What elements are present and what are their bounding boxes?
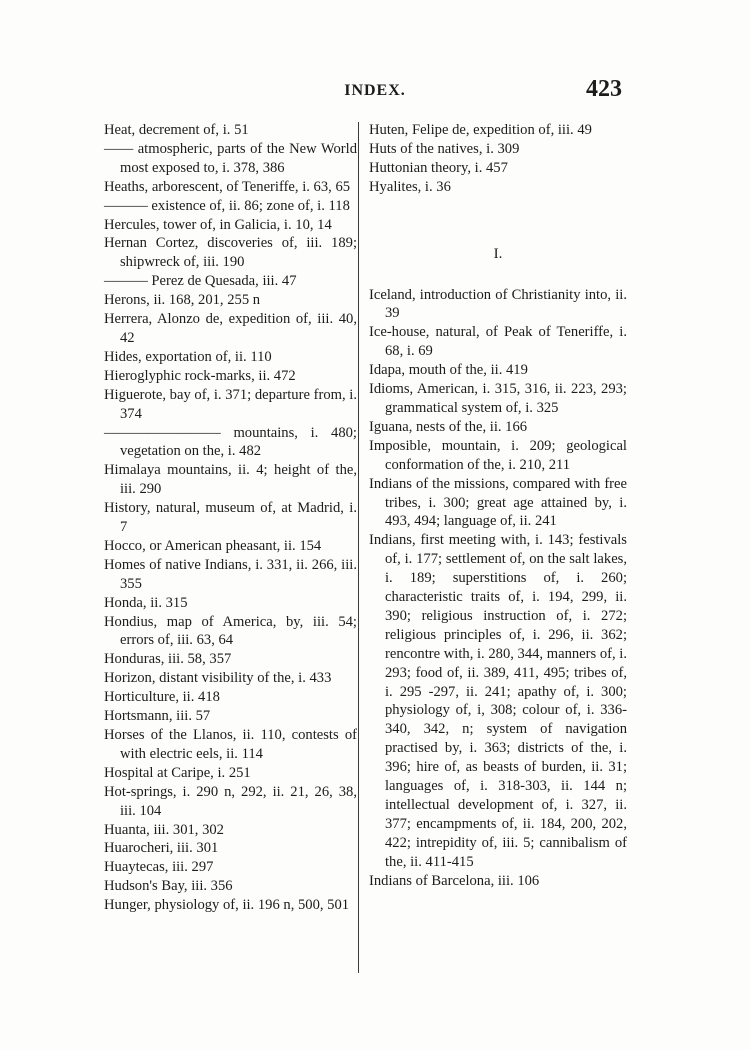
index-entry: Horses of the Llanos, ii. 110, contests of with electric eels, ii. 114 [104, 727, 357, 762]
index-entry: Himalaya mountains, ii. 4; height of the, iii. 290 [104, 462, 357, 498]
section-heading-letter: I. [493, 245, 503, 262]
index-entry: Ice-house, natural, of Peak of Teneriffe, i. 68, i. 69 [369, 324, 627, 360]
index-entry: Idapa, mouth of the, ii. 419 [369, 362, 528, 379]
index-entry: ——— Perez de Quesada, iii. 47 [104, 273, 297, 290]
index-entry: Hieroglyphic rock-marks, ii. 472 [104, 367, 296, 384]
index-entry: ——— existence of, ii. 86; zone of, i. 118 [104, 197, 350, 214]
index-entry: Idioms, American, i. 315, 316, ii. 223, 293; grammatical system of, i. 325 [369, 381, 627, 416]
index-entry: Horticulture, ii. 418 [104, 689, 220, 706]
index-entry: Hudson's Bay, iii. 356 [104, 878, 233, 895]
index-entry: Hospital at Caripe, i. 251 [104, 764, 251, 781]
index-entry: Huten, Felipe de, expedition of, iii. 49 [369, 122, 592, 138]
index-entry: ———————— mountains, i. 480; vegetation on the, i. 482 [104, 424, 357, 460]
index-entry: Heaths, arborescent, of Teneriffe, i. 63, 65 [104, 178, 351, 195]
index-entry: Iceland, introduction of Christianity into, ii. 39 [369, 286, 627, 322]
index-entry: —— atmospheric, parts of the New World most exposed to, i. 378, 386 [104, 140, 357, 176]
left-column [104, 121, 357, 915]
right-column [369, 121, 627, 891]
index-entry: Hondius, map of America, by, iii. 54; errors of, iii. 63, 64 [104, 613, 357, 649]
index-entry: Indians of Barcelona, iii. 106 [369, 872, 540, 889]
index-entry: Indians of the missions, compared with free tribes, i. 300; great age attained by, i. 493, 494; language of, ii. 241 [369, 475, 627, 530]
index-entry: Horizon, distant visibility of the, i. 433 [104, 670, 332, 687]
index-entry: Hortsmann, iii. 57 [104, 708, 211, 725]
index-entry: Homes of native Indians, i. 331, ii. 266, iii. 355 [104, 556, 357, 592]
index-entry: Honda, ii. 315 [104, 594, 188, 611]
index-entry: Huaytecas, iii. 297 [104, 859, 214, 876]
index-entry: Hocco, or American pheasant, ii. 154 [104, 537, 322, 554]
index-entry: Huarocheri, iii. 301 [104, 840, 219, 857]
index-entry: Hernan Cortez, discoveries of, iii. 189; shipwreck of, iii. 190 [104, 235, 357, 271]
index-entry: Higuerote, bay of, i. 371; departure from, i. 374 [104, 386, 357, 422]
running-head: INDEX. [344, 82, 406, 99]
page-header [0, 76, 750, 110]
index-entry: Huanta, iii. 301, 302 [104, 821, 224, 838]
index-entry: Iguana, nests of the, ii. 166 [369, 418, 528, 435]
page-number: 423 [586, 76, 622, 102]
index-entry: Hides, exportation of, ii. 110 [104, 348, 272, 365]
index-entry: Herons, ii. 168, 201, 255 n [104, 292, 261, 309]
index-entry: Herrera, Alonzo de, expedition of, iii. 40, 42 [104, 311, 357, 346]
index-entry: Indians, first meeting with, i. 143; festivals of, i. 177; settlement of, on the salt lakes, i. 189; superstitions of, i. 260; characteristic traits of, i. 194, 299, ii. 390; religious instruction of, i. 272; religious principles of, i. 296, ii. 362; rencontre with, i. 280, 344, manners of, i. 293; food of, ii. 389, 411, 495; tribes of, i. 295 -297, ii. 241; apathy of, i. 300; physiology of, i, 308; colour of, i. 336-340, 342, n; system of navigation practised by, i. 363; districts of the, i. 396; hire of, as beasts of burden, ii. 31; languages of, i. 318-303, ii. 144 n; intellectual development of, i. 327, ii. 377; encampments of, ii. 184, 200, 202, 422; intrepidity of, iii. 5; cannibalism of the, ii. 411-415 [369, 532, 627, 870]
index-entry: Hot-springs, i. 290 n, 292, ii. 21, 26, 38, iii. 104 [104, 783, 357, 819]
index-entry: Imposible, mountain, i. 209; geological conformation of the, i. 210, 211 [369, 437, 627, 473]
column-divider [358, 122, 359, 973]
index-entry: Heat, decrement of, i. 51 [104, 122, 249, 138]
index-entry: Hercules, tower of, in Galicia, i. 10, 14 [104, 216, 332, 233]
index-entry: Hyalites, i. 36 [369, 178, 451, 195]
index-entry: Huttonian theory, i. 457 [369, 159, 508, 176]
index-entry: Hunger, physiology of, ii. 196 n, 500, 501 [104, 897, 350, 914]
index-entry: History, natural, museum of, at Madrid, i. 7 [104, 500, 357, 536]
index-entry: Huts of the natives, i. 309 [369, 140, 520, 157]
index-entry: Honduras, iii. 58, 357 [104, 651, 232, 668]
